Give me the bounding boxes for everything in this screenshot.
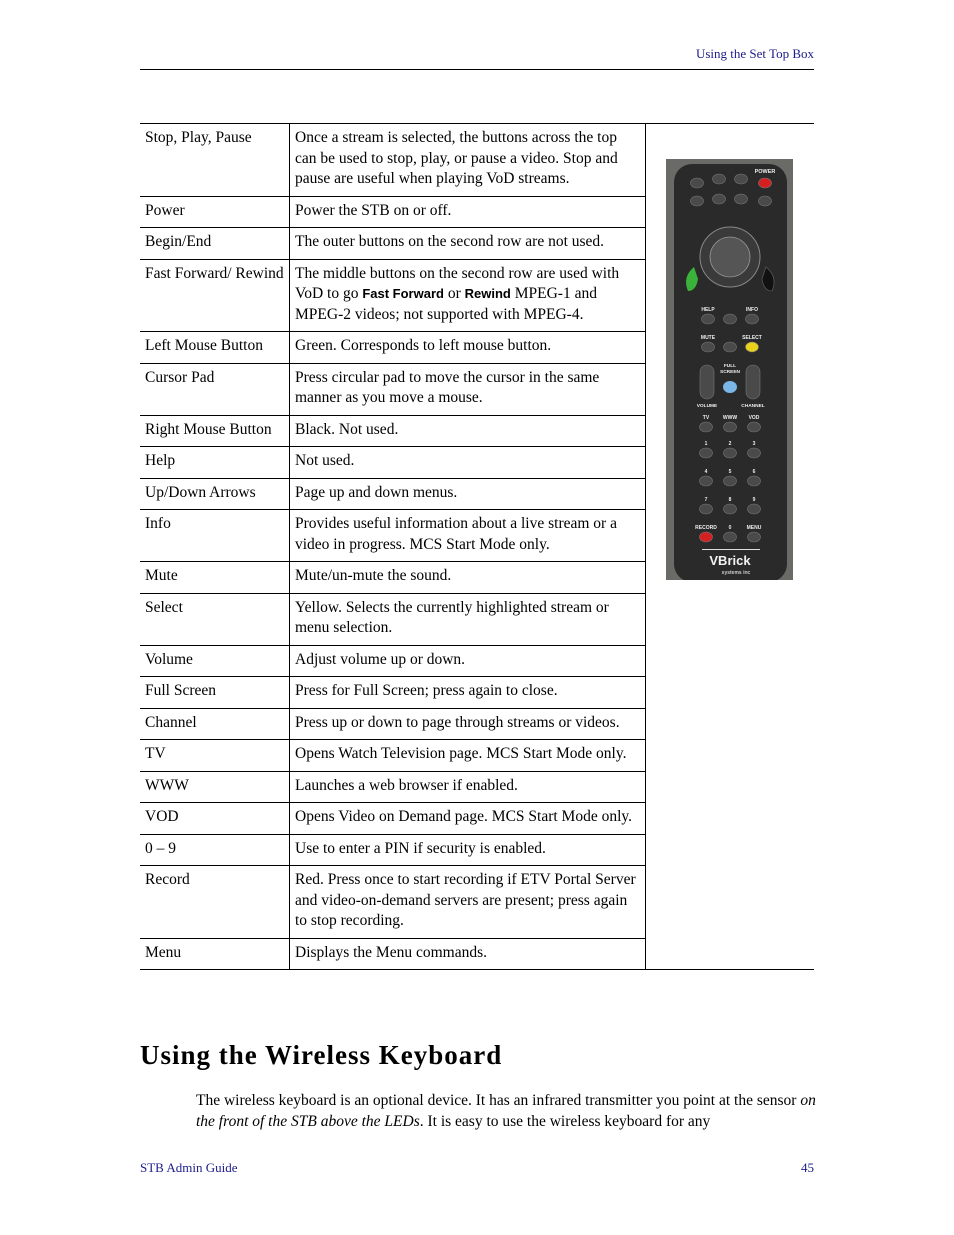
button-name-cell: Volume (140, 645, 290, 677)
button-description-cell: Red. Press once to start recording if ETV Portal Server and video-on-demand servers are present; press again to stop recording. (290, 866, 646, 939)
button-description-cell: Press for Full Screen; press again to close. (290, 677, 646, 709)
digit-label: 6 (752, 469, 756, 475)
digit-label: 0 (728, 525, 732, 531)
channel-rocker (746, 365, 760, 399)
full-screen-button (723, 381, 737, 393)
remote-image-cell (646, 124, 815, 970)
digit-label: 3 (752, 441, 756, 447)
menu-button (748, 532, 761, 542)
digit-label: 4 (704, 469, 708, 475)
button-name-cell: Fast Forward/ Rewind (140, 259, 290, 332)
button-name-cell: Power (140, 196, 290, 228)
mute-label: MUTE (700, 335, 716, 341)
button-name-cell: Stop, Play, Pause (140, 124, 290, 197)
full-label: FULL (723, 364, 737, 369)
footer-doc-title: STB Admin Guide (140, 1160, 238, 1175)
button-name-cell: WWW (140, 771, 290, 803)
screen-label: SCREEN (720, 370, 740, 375)
digit-button (724, 504, 737, 514)
digit-button (700, 504, 713, 514)
section-title: Using the Wireless Keyboard (140, 1040, 503, 1070)
button-name-cell: Menu (140, 938, 290, 970)
body-paragraph (196, 1091, 816, 1132)
button-name-cell: TV (140, 740, 290, 772)
button-description-cell: Black. Not used. (290, 415, 646, 447)
button-description-cell: Launches a web browser if enabled. (290, 771, 646, 803)
button-description-cell: Displays the Menu commands. (290, 938, 646, 970)
digit-button (724, 448, 737, 458)
running-header: Using the Set Top Box (695, 46, 814, 61)
button-description-cell: Opens Watch Television page. MCS Start Mode only. (290, 740, 646, 772)
button-description-cell: Once a stream is selected, the buttons across the top can be used to stop, play, or pause a video. Stop and pause are useful when playing VoD streams. (290, 124, 646, 197)
vod-label: VOD (748, 415, 760, 421)
digit-label: 5 (728, 469, 732, 475)
button-name-cell: Record (140, 866, 290, 939)
button-name-cell: Mute (140, 562, 290, 594)
button-description-cell: Mute/un-mute the sound. (290, 562, 646, 594)
button-reference: Rewind (464, 286, 511, 301)
description-text: MPEG-1 and MPEG-2 videos; not supported with MPEG-4. (295, 285, 597, 323)
info-label: INFO (746, 307, 758, 313)
button-name-cell: 0 – 9 (140, 834, 290, 866)
remote-buttons-table (140, 123, 814, 970)
button-name-cell: VOD (140, 803, 290, 835)
para-end: . It is easy to use the wireless keyboard for any (419, 1112, 711, 1130)
brand-rule (702, 549, 760, 550)
brand-subtitle: systems inc (721, 570, 751, 576)
header-rule (140, 69, 814, 70)
help-label: HELP (701, 307, 715, 313)
cursor-pad-center (710, 237, 750, 277)
para-italic: on the front of the STB above the LEDs (196, 1092, 816, 1130)
button-name-cell: Up/Down Arrows (140, 478, 290, 510)
button-description-cell: Opens Video on Demand page. MCS Start Mode only. (290, 803, 646, 835)
digit-label: 1 (704, 441, 708, 447)
digit-button (724, 532, 737, 542)
button-description-cell: Press circular pad to move the cursor in the same manner as you move a mouse. (290, 363, 646, 415)
button-description-cell (290, 259, 646, 332)
button-description-cell: Use to enter a PIN if security is enabled. (290, 834, 646, 866)
select-label: SELECT (742, 335, 762, 341)
button-description-cell: Adjust volume up or down. (290, 645, 646, 677)
brand-logo: VBrick (709, 553, 751, 568)
digit-button (700, 448, 713, 458)
button-name-cell: Begin/End (140, 228, 290, 260)
button-description-cell: Power the STB on or off. (290, 196, 646, 228)
channel-label: CHANNEL (741, 404, 765, 409)
digit-button (700, 476, 713, 486)
digit-button (748, 476, 761, 486)
button-description-cell: Green. Corresponds to left mouse button. (290, 332, 646, 364)
digit-button (724, 476, 737, 486)
select-button (746, 342, 759, 352)
digit-label: 7 (704, 497, 708, 503)
www-label: WWW (722, 415, 738, 421)
volume-rocker (700, 365, 714, 399)
button-description-cell: Provides useful information about a live stream or a video in progress. MCS Start Mode only. (290, 510, 646, 562)
button-reference: Fast Forward (362, 286, 444, 301)
button-description-cell: Press up or down to page through streams or videos. (290, 708, 646, 740)
button-name-cell: Info (140, 510, 290, 562)
button-description-cell: The outer buttons on the second row are not used. (290, 228, 646, 260)
digit-label: 2 (728, 441, 732, 447)
footer-page-number: 45 (801, 1160, 814, 1175)
menu-label: MENU (746, 525, 762, 531)
description-text: or (443, 285, 465, 302)
digit-button (748, 504, 761, 514)
button-name-cell: Full Screen (140, 677, 290, 709)
table-row (140, 124, 814, 197)
power-button (759, 178, 772, 188)
button-name-cell: Cursor Pad (140, 363, 290, 415)
button-description-cell: Not used. (290, 447, 646, 479)
button-description-cell: Yellow. Selects the currently highlighted stream or menu selection. (290, 593, 646, 645)
button-name-cell: Right Mouse Button (140, 415, 290, 447)
para-start: The wireless keyboard is an optional device. It has an infrared transmitter you point at the sensor (196, 1092, 801, 1109)
description-text: The middle buttons on the second row are used with VoD to go (295, 264, 620, 302)
button-name-cell: Left Mouse Button (140, 332, 290, 364)
button-description-cell: Page up and down menus. (290, 478, 646, 510)
power-label: POWER (754, 169, 776, 175)
button-name-cell: Channel (140, 708, 290, 740)
tv-label: TV (702, 415, 710, 421)
digit-label: 8 (728, 497, 732, 503)
button-name-cell: Help (140, 447, 290, 479)
remote-control-image (666, 159, 793, 580)
record-label: RECORD (695, 525, 717, 531)
button-name-cell: Select (140, 593, 290, 645)
digit-label: 9 (752, 497, 756, 503)
digit-button (748, 448, 761, 458)
record-button (700, 532, 713, 542)
volume-label: VOLUME (696, 404, 718, 409)
